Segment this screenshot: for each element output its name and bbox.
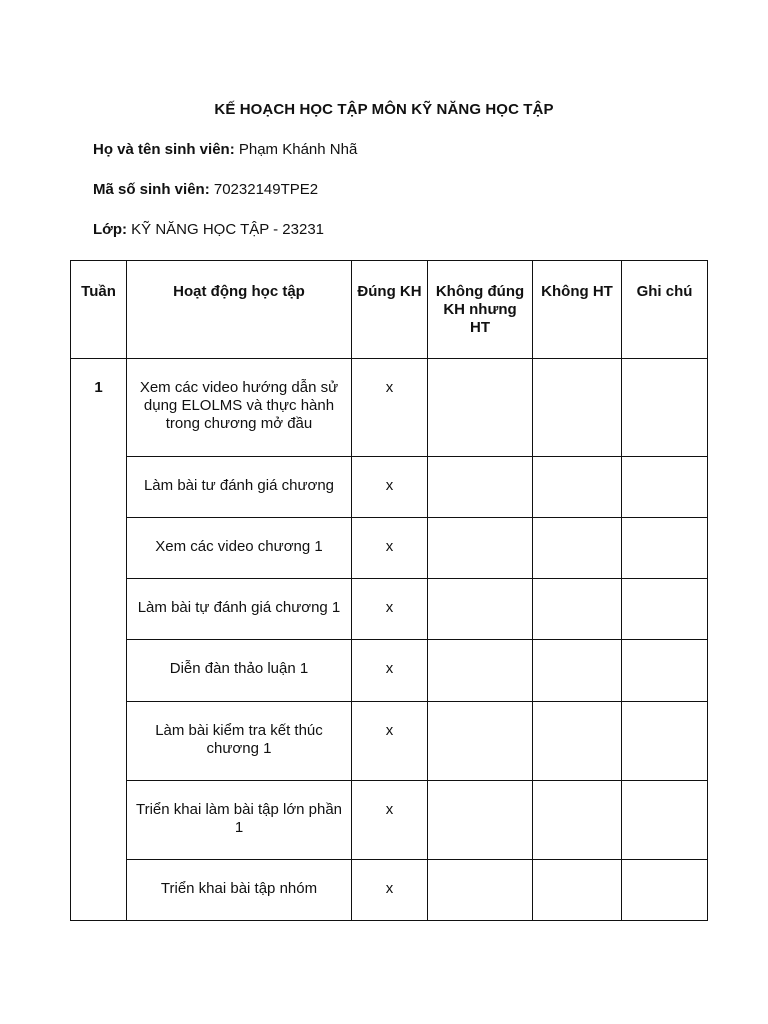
table-row: [71, 640, 708, 702]
on-plan-cell: x: [352, 359, 428, 457]
activity-cell: Làm bài kiểm tra kết thúc chương 1: [127, 702, 352, 781]
week-cell: 1: [71, 359, 127, 921]
table-row: [71, 579, 708, 640]
student-id-line: [93, 181, 318, 198]
on-plan-cell: x: [352, 457, 428, 518]
not-completed-cell: [533, 781, 622, 860]
on-plan-cell: x: [352, 702, 428, 781]
activity-cell: Triển khai bài tập nhóm: [127, 860, 352, 921]
off-plan-completed-cell: [428, 457, 533, 518]
not-completed-cell: [533, 359, 622, 457]
student-id-value: 70232149TPE2: [209, 181, 319, 198]
activity-cell: Xem các video chương 1: [127, 518, 352, 579]
activity-cell: Diễn đàn thảo luận 1: [127, 640, 352, 702]
header-off-plan-completed: Không đúng KH nhưng HT: [428, 261, 533, 359]
not-completed-cell: [533, 457, 622, 518]
document-title: KẾ HOẠCH HỌC TẬP MÔN KỸ NĂNG HỌC TẬP: [214, 101, 554, 118]
notes-cell: [622, 359, 708, 457]
notes-cell: [622, 640, 708, 702]
student-name-line: [93, 141, 357, 158]
notes-cell: [622, 702, 708, 781]
off-plan-completed-cell: [428, 702, 533, 781]
student-name-label: Họ và tên sinh viên:: [93, 141, 235, 158]
off-plan-completed-cell: [428, 640, 533, 702]
table-row: [71, 457, 708, 518]
activity-cell: Triển khai làm bài tập lớn phần 1: [127, 781, 352, 860]
not-completed-cell: [533, 579, 622, 640]
study-plan-table: [70, 260, 708, 921]
table-row: [71, 702, 708, 781]
table-row: [71, 781, 708, 860]
header-week: Tuần: [71, 261, 127, 359]
on-plan-cell: x: [352, 781, 428, 860]
header-activity: Hoạt động học tập: [127, 261, 352, 359]
not-completed-cell: [533, 518, 622, 579]
header-not-completed: Không HT: [533, 261, 622, 359]
table-row: [71, 860, 708, 921]
off-plan-completed-cell: [428, 579, 533, 640]
on-plan-cell: x: [352, 518, 428, 579]
on-plan-cell: x: [352, 579, 428, 640]
not-completed-cell: [533, 640, 622, 702]
table-row: [71, 518, 708, 579]
activity-cell: Xem các video hướng dẫn sử dụng ELOLMS và thực hành trong chương mở đầu: [127, 359, 352, 457]
table-header-row: [71, 261, 708, 359]
notes-cell: [622, 579, 708, 640]
student-name-value: Phạm Khánh Nhã: [234, 141, 358, 158]
off-plan-completed-cell: [428, 359, 533, 457]
off-plan-completed-cell: [428, 781, 533, 860]
activity-cell: Làm bài tư đánh giá chương: [127, 457, 352, 518]
not-completed-cell: [533, 702, 622, 781]
off-plan-completed-cell: [428, 860, 533, 921]
on-plan-cell: x: [352, 860, 428, 921]
notes-cell: [622, 518, 708, 579]
notes-cell: [622, 781, 708, 860]
class-value: KỸ NĂNG HỌC TẬP - 23231: [126, 221, 325, 238]
notes-cell: [622, 860, 708, 921]
class-line: [93, 221, 324, 238]
table-row: [71, 359, 708, 457]
on-plan-cell: x: [352, 640, 428, 702]
header-on-plan: Đúng KH: [352, 261, 428, 359]
off-plan-completed-cell: [428, 518, 533, 579]
student-id-label: Mã số sinh viên:: [93, 181, 210, 198]
not-completed-cell: [533, 860, 622, 921]
activity-cell: Làm bài tự đánh giá chương 1: [127, 579, 352, 640]
class-label: Lớp:: [93, 221, 127, 238]
notes-cell: [622, 457, 708, 518]
header-notes: Ghi chú: [622, 261, 708, 359]
